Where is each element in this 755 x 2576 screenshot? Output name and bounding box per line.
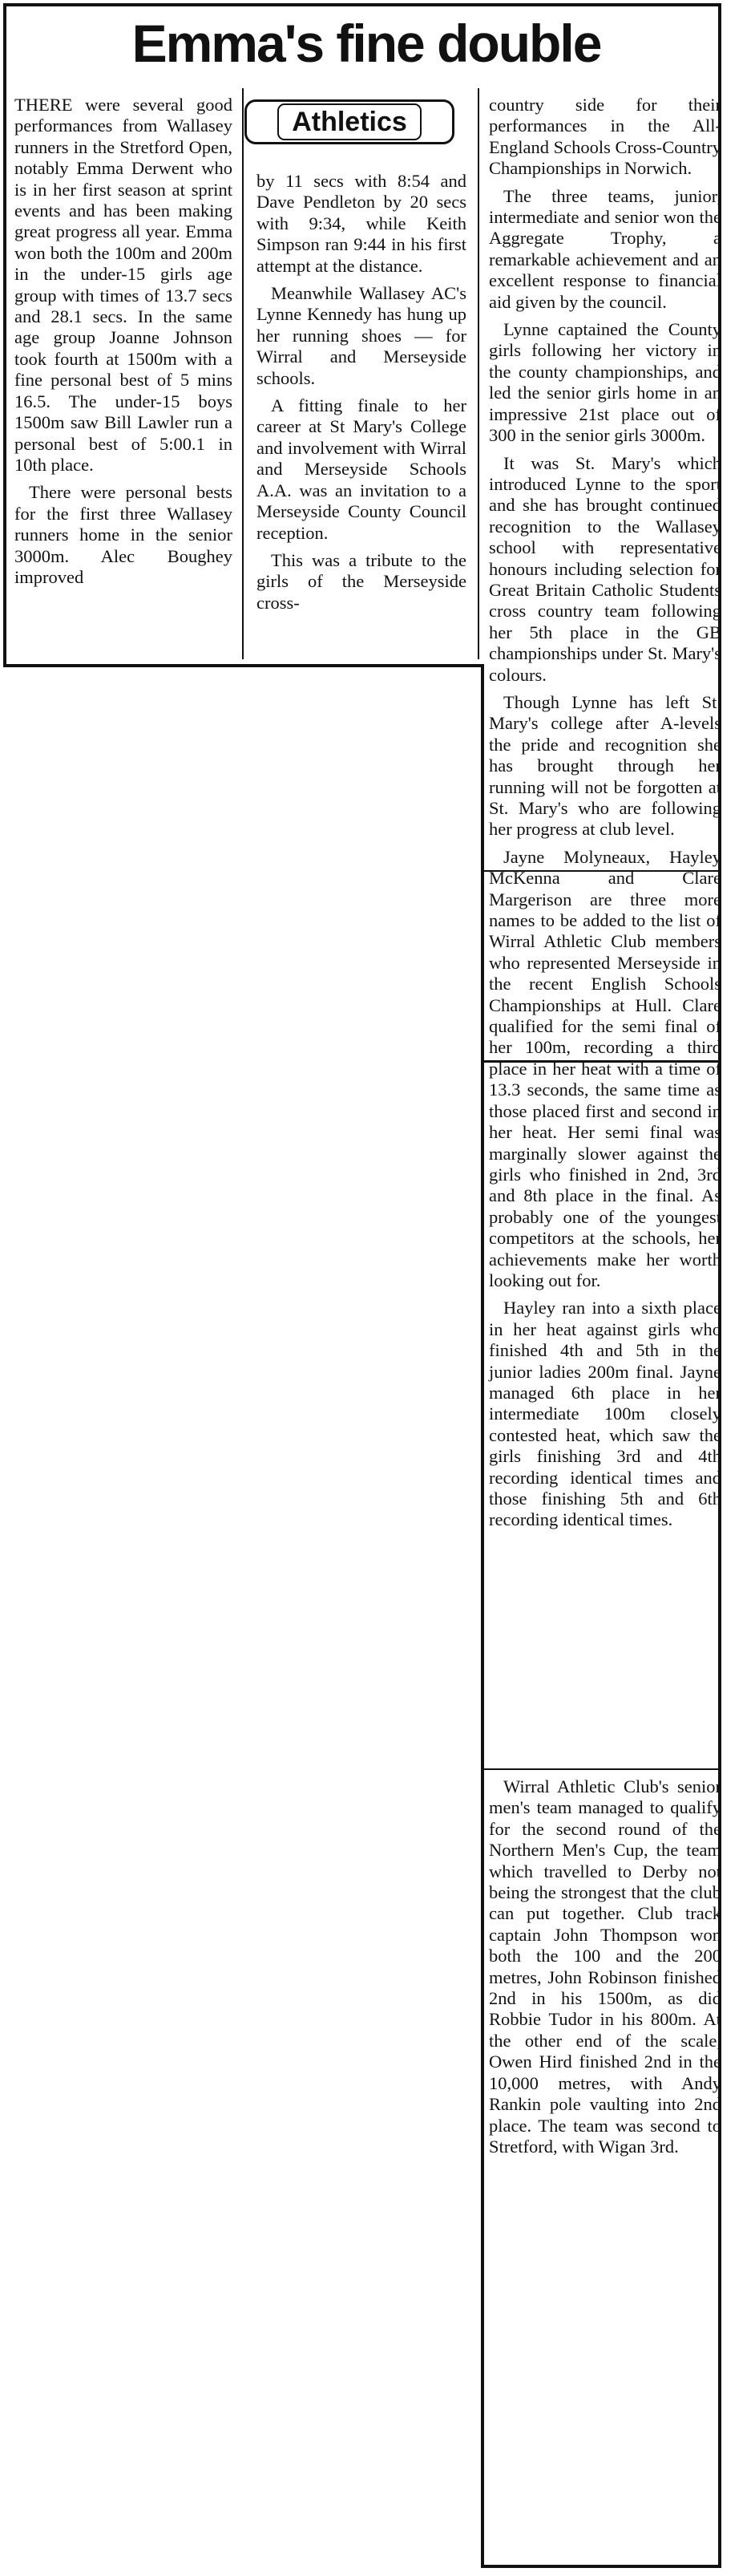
column-divider-1 <box>242 88 244 659</box>
frame-bottom-rule <box>481 2565 721 2568</box>
frame-inner-left-rule <box>481 664 484 2566</box>
paragraph: Lynne captained the County girls following her victory in the county championships, and led the senior girls home in an impressive 21st place out of 300 in the senior girls 3000m. <box>489 319 721 446</box>
paragraph: There were personal bests for the first three Wallasey runners home in the senior 3000m. Alec Boughey improved <box>14 482 232 587</box>
frame-left-rule <box>3 3 6 666</box>
article-column-1 <box>14 95 232 594</box>
paragraph: by 11 secs with 8:54 and Dave Pendleton by 20 secs with 9:34, while Keith Simpson ran 9:44 in his first attempt at the distance. <box>256 171 466 276</box>
headline: Emma's fine double <box>131 14 601 73</box>
article-column-3 <box>489 95 721 1537</box>
section-badge-label: Athletics <box>277 103 422 140</box>
paragraph: A fitting finale to her career at St Mary's College and involvement with Wirral and Merseyside Schools A.A. was an invitation to a Merseyside County Council reception. <box>256 395 466 543</box>
paragraph: Hayley ran into a sixth place in her heat against girls who finished 4th and 5th in the junior ladies 200m final. Jayne managed 6th place in her intermediate 100m closely contested heat, which saw the girls finishing 3rd and 4th recording identical times and those finishing 5th and 6th recording identical times. <box>489 1298 721 1530</box>
paragraph: The three teams, junior, intermediate and senior won the Aggregate Trophy, a remarkable achievement and an excellent response to financial aid given by the council. <box>489 185 721 312</box>
paragraph: It was St. Mary's which introduced Lynne to the sport and she has brought continued recognition to the Wallasey school with representative honours including selection for Great Britain Catholic Students cross country team following her 5th place in the GB championships under St. Mary's colours. <box>489 452 721 685</box>
paragraph: country side for their performances in the All-England Schools Cross-Country Championships in Norwich. <box>489 95 721 179</box>
paragraph: Meanwhile Wallasey AC's Lynne Kennedy has hung up her running shoes — for Wirral and Merseyside schools. <box>256 283 466 388</box>
article-column-4 <box>489 1776 721 2164</box>
column-divider-2 <box>478 88 479 659</box>
frame-step-rule <box>3 664 484 667</box>
paragraph: Wirral Athletic Club's senior men's team managed to qualify for the second round of the Northern Men's Cup, the team which travelled to Derby not being the strongest that the club can put together. Club track captain John Thompson won both the 100 and the 200 metres, John Robinson finished 2nd in his 1500m, as did Robbie Tudor in his 800m. At the other end of the scale, Owen Hird finished 2nd in the 10,000 metres, with Andy Rankin pole vaulting into 2nd place. The team was second to Stretford, with Wigan 3rd. <box>489 1776 721 2157</box>
paragraph: Though Lynne has left St. Mary's college after A-levels the pride and recognition she has brought through her running will not be forgotten at St. Mary's who are following her progress at club level. <box>489 691 721 840</box>
frame-top-rule <box>3 3 721 6</box>
paragraph: THERE were several good performances from Wallasey runners in the Stretford Open, notably Emma Derwent who is in her first season at sprint events and has been making great progress all year. Emma won both the 100m and 200m in the under-15 girls age group with times of 13.7 secs and 28.1 secs. In the same age group Joanne Johnson took fourth at 1500m with a fine personal best of 5 mins 16.5. The under-15 boys 1500m saw Bill Lawler run a personal best of 5:00.1 in 10th place. <box>14 95 232 475</box>
paragraph: Jayne Molyneaux, Hayley McKenna and Clare Margerison are three more names to be added to the list of Wirral Athletic Club members who represented Merseyside in the recent English Schools Championships at Hull. Clare qualified for the semi final of her 100m, recording a third place in her heat with a time of 13.3 seconds, the same time as those placed first and second in her heat. Her semi final was marginally slower against the girls who finished in 2nd, 3rd and 8th place in the final. As probably one of the youngest competitors at the schools, her achievements make her worth looking out for. <box>489 846 721 1290</box>
paragraph: This was a tribute to the girls of the Merseyside cross- <box>256 549 466 613</box>
section-badge <box>244 99 454 144</box>
section-break-rule-3 <box>484 1768 721 1770</box>
article-column-2 <box>256 171 466 620</box>
